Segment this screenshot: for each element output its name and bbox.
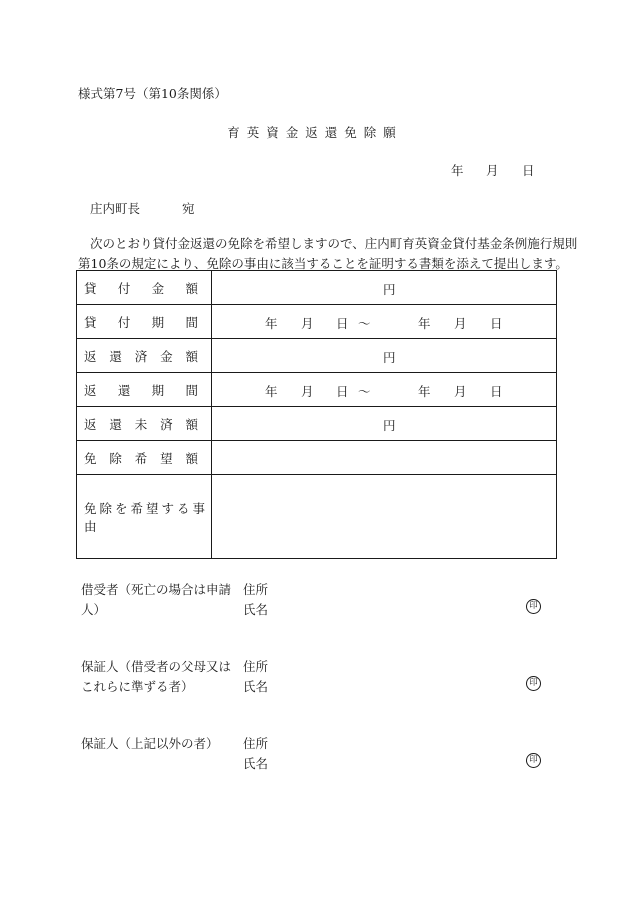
row-exemption-reason [77,475,557,559]
party-label: 保証人（上記以外の者） [81,736,219,751]
row-unpaid-amount [77,407,557,441]
exemption-amount-field[interactable] [212,441,557,475]
from-year: 年 [265,384,278,399]
row-repaid-amount [77,339,557,373]
row-label: 免 除 希 望 額 [84,450,198,466]
row-label: 免除を希望する事由 [84,500,209,534]
row-label: 返 還 期 間 [84,382,198,398]
address-label: 住所 [243,582,269,597]
row-label: 返 還 未 済 額 [84,416,198,432]
row-loan-period [77,305,557,339]
to-month: 月 [454,316,467,331]
yen-unit: 円 [383,350,396,365]
intro-line-2: 第10条の規定により、免除の事由に該当することを証明する書類を添えて提出します。 [78,255,568,271]
seal-mark: 印 [526,676,541,691]
party-label-cont: 人） [81,602,107,617]
loan-amount-field[interactable] [212,271,557,305]
name-label: 氏名 [243,602,269,617]
row-label: 返 還 済 金 額 [84,348,198,364]
to-month: 月 [454,384,467,399]
address-label: 住所 [243,659,269,674]
form-title: 育英資金返還免除願 [227,125,403,140]
from-month: 月 [301,316,314,331]
unpaid-amount-field[interactable] [212,407,557,441]
loan-period-field[interactable] [212,305,557,339]
party-label: 借受者（死亡の場合は申請 [81,582,232,597]
to-year: 年 [418,384,431,399]
row-label: 貸 付 金 額 [84,280,198,296]
name-label: 氏名 [243,679,269,694]
row-repayment-period [77,373,557,407]
from-day: 日 [336,316,349,331]
repaid-amount-field[interactable] [212,339,557,373]
row-label: 貸 付 期 間 [84,314,198,330]
row-loan-amount [77,271,557,305]
row-exemption-amount [77,441,557,475]
to-year: 年 [418,316,431,331]
repayment-period-field[interactable] [212,373,557,407]
date-day: 日 [522,163,535,178]
party-label: 保証人（借受者の父母又は [81,659,232,674]
date-month: 月 [486,163,499,178]
party-label-cont: これらに準ずる者） [81,679,194,694]
yen-unit: 円 [383,418,396,433]
application-table [76,270,557,559]
period-tilde: ～ [358,316,371,331]
name-label: 氏名 [243,756,269,771]
intro-line-1: 次のとおり貸付金返還の免除を希望しますので、庄内町育英資金貸付基金条例施行規則 [90,236,578,251]
seal-mark: 印 [526,599,541,614]
exemption-reason-field[interactable] [212,475,557,559]
date-year: 年 [451,163,464,178]
intro-paragraph [78,234,578,273]
address-label: 住所 [243,736,269,751]
form-number-label: 様式第7号（第10条関係） [78,86,227,101]
from-day: 日 [336,384,349,399]
from-year: 年 [265,316,278,331]
yen-unit: 円 [383,282,396,297]
seal-mark: 印 [526,753,541,768]
addressee: 庄内町長 [90,201,141,216]
addressee-suffix: 宛 [182,201,195,216]
to-day: 日 [490,316,503,331]
from-month: 月 [301,384,314,399]
to-day: 日 [490,384,503,399]
period-tilde: ～ [358,384,371,399]
